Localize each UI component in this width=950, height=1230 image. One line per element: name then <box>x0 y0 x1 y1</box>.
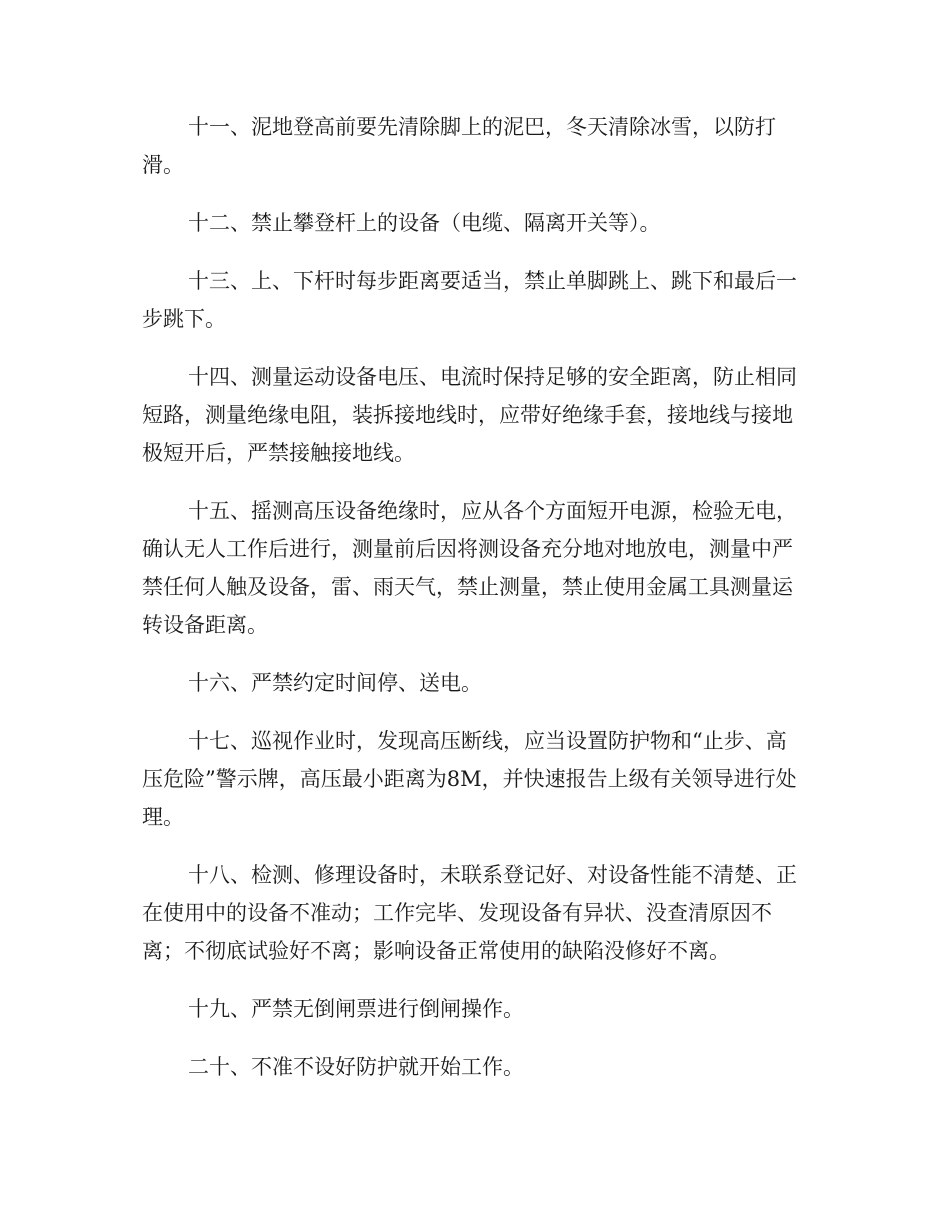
paragraph-14: 十四、测量运动设备电压、电流时保持足够的安全距离，防止相同短路，测量绝缘电阻，装拆接地线时，应带好绝缘手套，接地线与接地极短开后，严禁接触接地线。 <box>142 365 797 465</box>
paragraph-17: 十七、巡视作业时，发现高压断线，应当设置防护物和“止步、高压危险”警示牌，高压最小距离为8M，并快速报告上级有关领导进行处理。 <box>142 729 797 829</box>
paragraph-16: 十六、严禁约定时间停、送电。 <box>188 671 482 695</box>
paragraph-15: 十五、摇测高压设备绝缘时，应从各个方面短开电源，检验无电，确认无人工作后进行，测量前后因将测设备充分地对地放电，测量中严禁任何人触及设备，雷、雨天气，禁止测量，禁止使用金属工具测量运转设备距离。 <box>142 499 797 637</box>
paragraph-11: 十一、泥地登高前要先清除脚上的泥巴，冬天清除冰雪，以防打滑。 <box>142 115 776 177</box>
paragraph-20: 二十、不准不设好防护就开始工作。 <box>188 1055 524 1079</box>
document-body <box>142 108 802 1106</box>
paragraph-12: 十二、禁止攀登杆上的设备（电缆、隔离开关等）。 <box>188 211 661 235</box>
paragraph-18: 十八、检测、修理设备时，未联系登记好、对设备性能不清楚、正在使用中的设备不准动；工作完毕、发现设备有异状、没查清原因不离；不彻底试验好不离；影响设备正常使用的缺陷没修好不离。 <box>142 863 797 963</box>
paragraph-19: 十九、严禁无倒闸票进行倒闸操作。 <box>188 997 524 1021</box>
paragraph-13: 十三、上、下杆时每步距离要适当，禁止单脚跳上、跳下和最后一步跳下。 <box>142 269 797 331</box>
